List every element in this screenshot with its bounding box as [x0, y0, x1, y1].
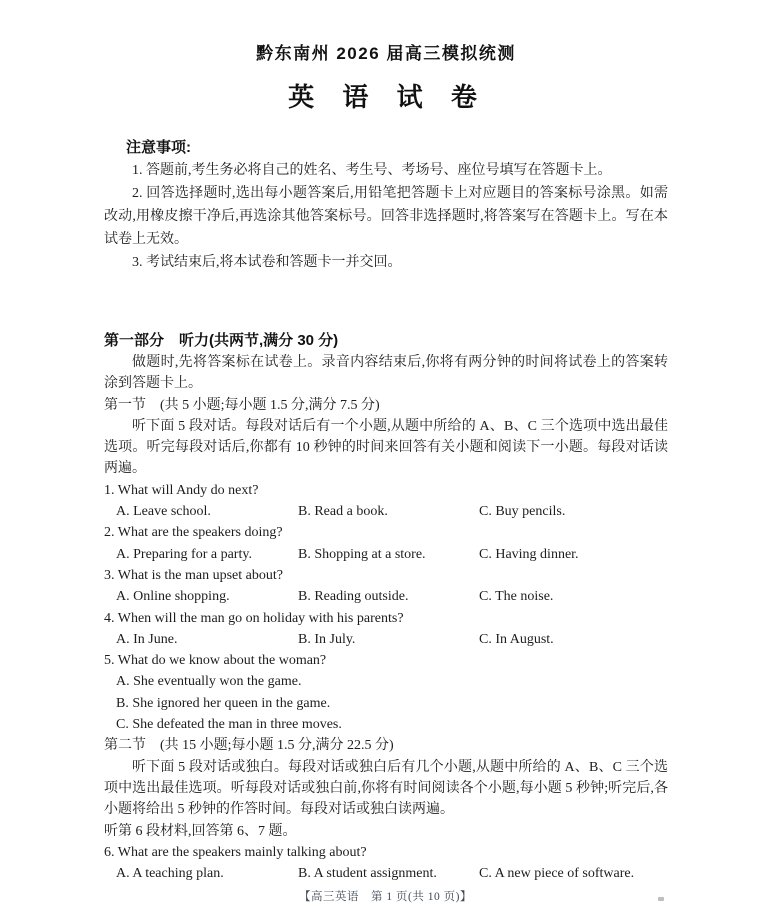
option-c [479, 586, 668, 607]
section2-intro: 听下面 5 段对话或独白。每段对话或独白后有几个小题,从题中所给的 A、B、C 三个选项中选出最佳选项。听每段对话或独白前,你将有时间阅读各个小题,每小题 5 秒钟;听完后,各小题将给出 5 秒钟的作答时间。每段对话或独白读两遍。 [104, 759, 668, 818]
option-text: In June. [133, 631, 178, 647]
option-b [298, 629, 479, 650]
option-text: Reading outside. [314, 589, 409, 605]
option-c [479, 629, 668, 650]
option-c [479, 501, 668, 522]
question-6 [104, 842, 668, 885]
option-text: She eventually won the game. [133, 674, 302, 690]
question-stem: What will Andy do next? [117, 482, 259, 498]
option-c [104, 714, 668, 735]
option-label: A. [116, 866, 130, 882]
option-label: B. [298, 866, 311, 882]
option-text: A teaching plan. [132, 866, 224, 882]
question-stem: What is the man upset about? [117, 567, 283, 583]
question-text [104, 650, 668, 671]
question-1 [104, 480, 668, 523]
question-stem: When will the man go on holiday with his parents? [117, 610, 404, 626]
question-text [104, 608, 668, 629]
option-b [298, 501, 479, 522]
question-number: 1. [104, 482, 115, 498]
option-text: The noise. [495, 589, 554, 605]
part1-heading: 第一部分 听力(共两节,满分 30 分) [104, 332, 339, 349]
option-text: She defeated the man in three moves. [132, 717, 342, 733]
option-b [298, 863, 479, 884]
option-label: B. [298, 631, 311, 647]
question-number: 2. [104, 525, 115, 541]
option-label: C. [479, 866, 492, 882]
notice-item-3: 3. 考试结束后,将本试卷和答题卡一并交回。 [132, 255, 402, 270]
question-text [104, 522, 668, 543]
option-text: A new piece of software. [494, 866, 635, 882]
material-note: 听第 6 段材料,回答第 6、7 题。 [104, 823, 297, 839]
option-label: C. [479, 504, 492, 520]
option-label: B. [298, 546, 311, 562]
option-a [116, 863, 298, 884]
option-b [104, 693, 668, 714]
section1-label: 第一节 (共 5 小题;每小题 1.5 分,满分 7.5 分) [104, 397, 380, 413]
option-label: C. [116, 717, 129, 733]
option-label: C. [479, 546, 492, 562]
option-label: C. [479, 631, 492, 647]
listening-part [104, 330, 668, 884]
question-stem: What are the speakers mainly talking about? [117, 844, 367, 860]
option-b [298, 586, 479, 607]
exam-title: 黔东南州 2026 届高三模拟统测 [256, 44, 516, 63]
option-label: A. [116, 589, 130, 605]
option-label: A. [116, 546, 130, 562]
question-text [104, 565, 668, 586]
notice-heading: 注意事项: [126, 139, 191, 156]
question-text [104, 842, 668, 863]
option-text: Having dinner. [495, 546, 579, 562]
option-text: Buy pencils. [495, 504, 566, 520]
options-row [104, 586, 668, 607]
subject-title: 英 语 试 卷 [288, 82, 484, 112]
notice-item-1: 1. 答题前,考生务必将自己的姓名、考生号、考场号、座位号填写在答题卡上。 [132, 163, 612, 178]
notice-section [104, 136, 668, 274]
option-b [298, 544, 479, 565]
option-text: Online shopping. [133, 589, 230, 605]
option-label: A. [116, 674, 130, 690]
part1-intro: 做题时,先将答案标在试卷上。录音内容结束后,你将有两分钟的时间将试卷上的答案转涂到答题卡上。 [104, 355, 668, 392]
question-number: 6. [104, 844, 115, 860]
option-a [116, 501, 298, 522]
option-text: Leave school. [133, 504, 211, 520]
option-a [116, 544, 298, 565]
option-text: Preparing for a party. [133, 546, 252, 562]
question-2 [104, 522, 668, 565]
option-c [479, 863, 668, 884]
option-label: B. [298, 589, 311, 605]
question-number: 3. [104, 567, 115, 583]
option-text: In August. [495, 631, 554, 647]
option-a [116, 586, 298, 607]
question-number: 5. [104, 653, 115, 669]
question-3 [104, 565, 668, 608]
question-5 [104, 650, 668, 735]
options-row [104, 863, 668, 884]
option-text: A student assignment. [313, 866, 437, 882]
options-row [104, 501, 668, 522]
option-a [104, 671, 668, 692]
page-footer: 【高三英语 第 1 页(共 10 页)】 [299, 891, 472, 903]
question-4 [104, 608, 668, 651]
scan-artifact [658, 897, 664, 901]
option-label: A. [116, 631, 130, 647]
question-text [104, 480, 668, 501]
options-row [104, 629, 668, 650]
option-text: She ignored her queen in the game. [132, 695, 331, 711]
option-text: In July. [314, 631, 356, 647]
option-label: B. [116, 695, 129, 711]
option-label: A. [116, 504, 130, 520]
question-stem: What do we know about the woman? [117, 653, 327, 669]
notice-item-2: 2. 回答选择题时,选出每小题答案后,用铅笔把答题卡上对应题目的答案标号涂黑。如需改动,用橡皮擦干净后,再选涂其他答案标号。回答非选择题时,将答案写在答题卡上。写在本试卷上无效。 [104, 186, 668, 247]
section2-label: 第二节 (共 15 小题;每小题 1.5 分,满分 22.5 分) [104, 738, 394, 754]
option-c [479, 544, 668, 565]
options-row [104, 544, 668, 565]
question-stem: What are the speakers doing? [117, 525, 283, 541]
section1-intro: 听下面 5 段对话。每段对话后有一个小题,从题中所给的 A、B、C 三个选项中选出最佳选项。听完每段对话后,你都有 10 秒钟的时间来回答有关小题和阅读下一小题。每段对话读两遍。 [104, 418, 668, 477]
option-text: Read a book. [314, 504, 388, 520]
question-number: 4. [104, 610, 115, 626]
option-a [116, 629, 298, 650]
option-label: B. [298, 504, 311, 520]
option-text: Shopping at a store. [314, 546, 426, 562]
option-label: C. [479, 589, 492, 605]
